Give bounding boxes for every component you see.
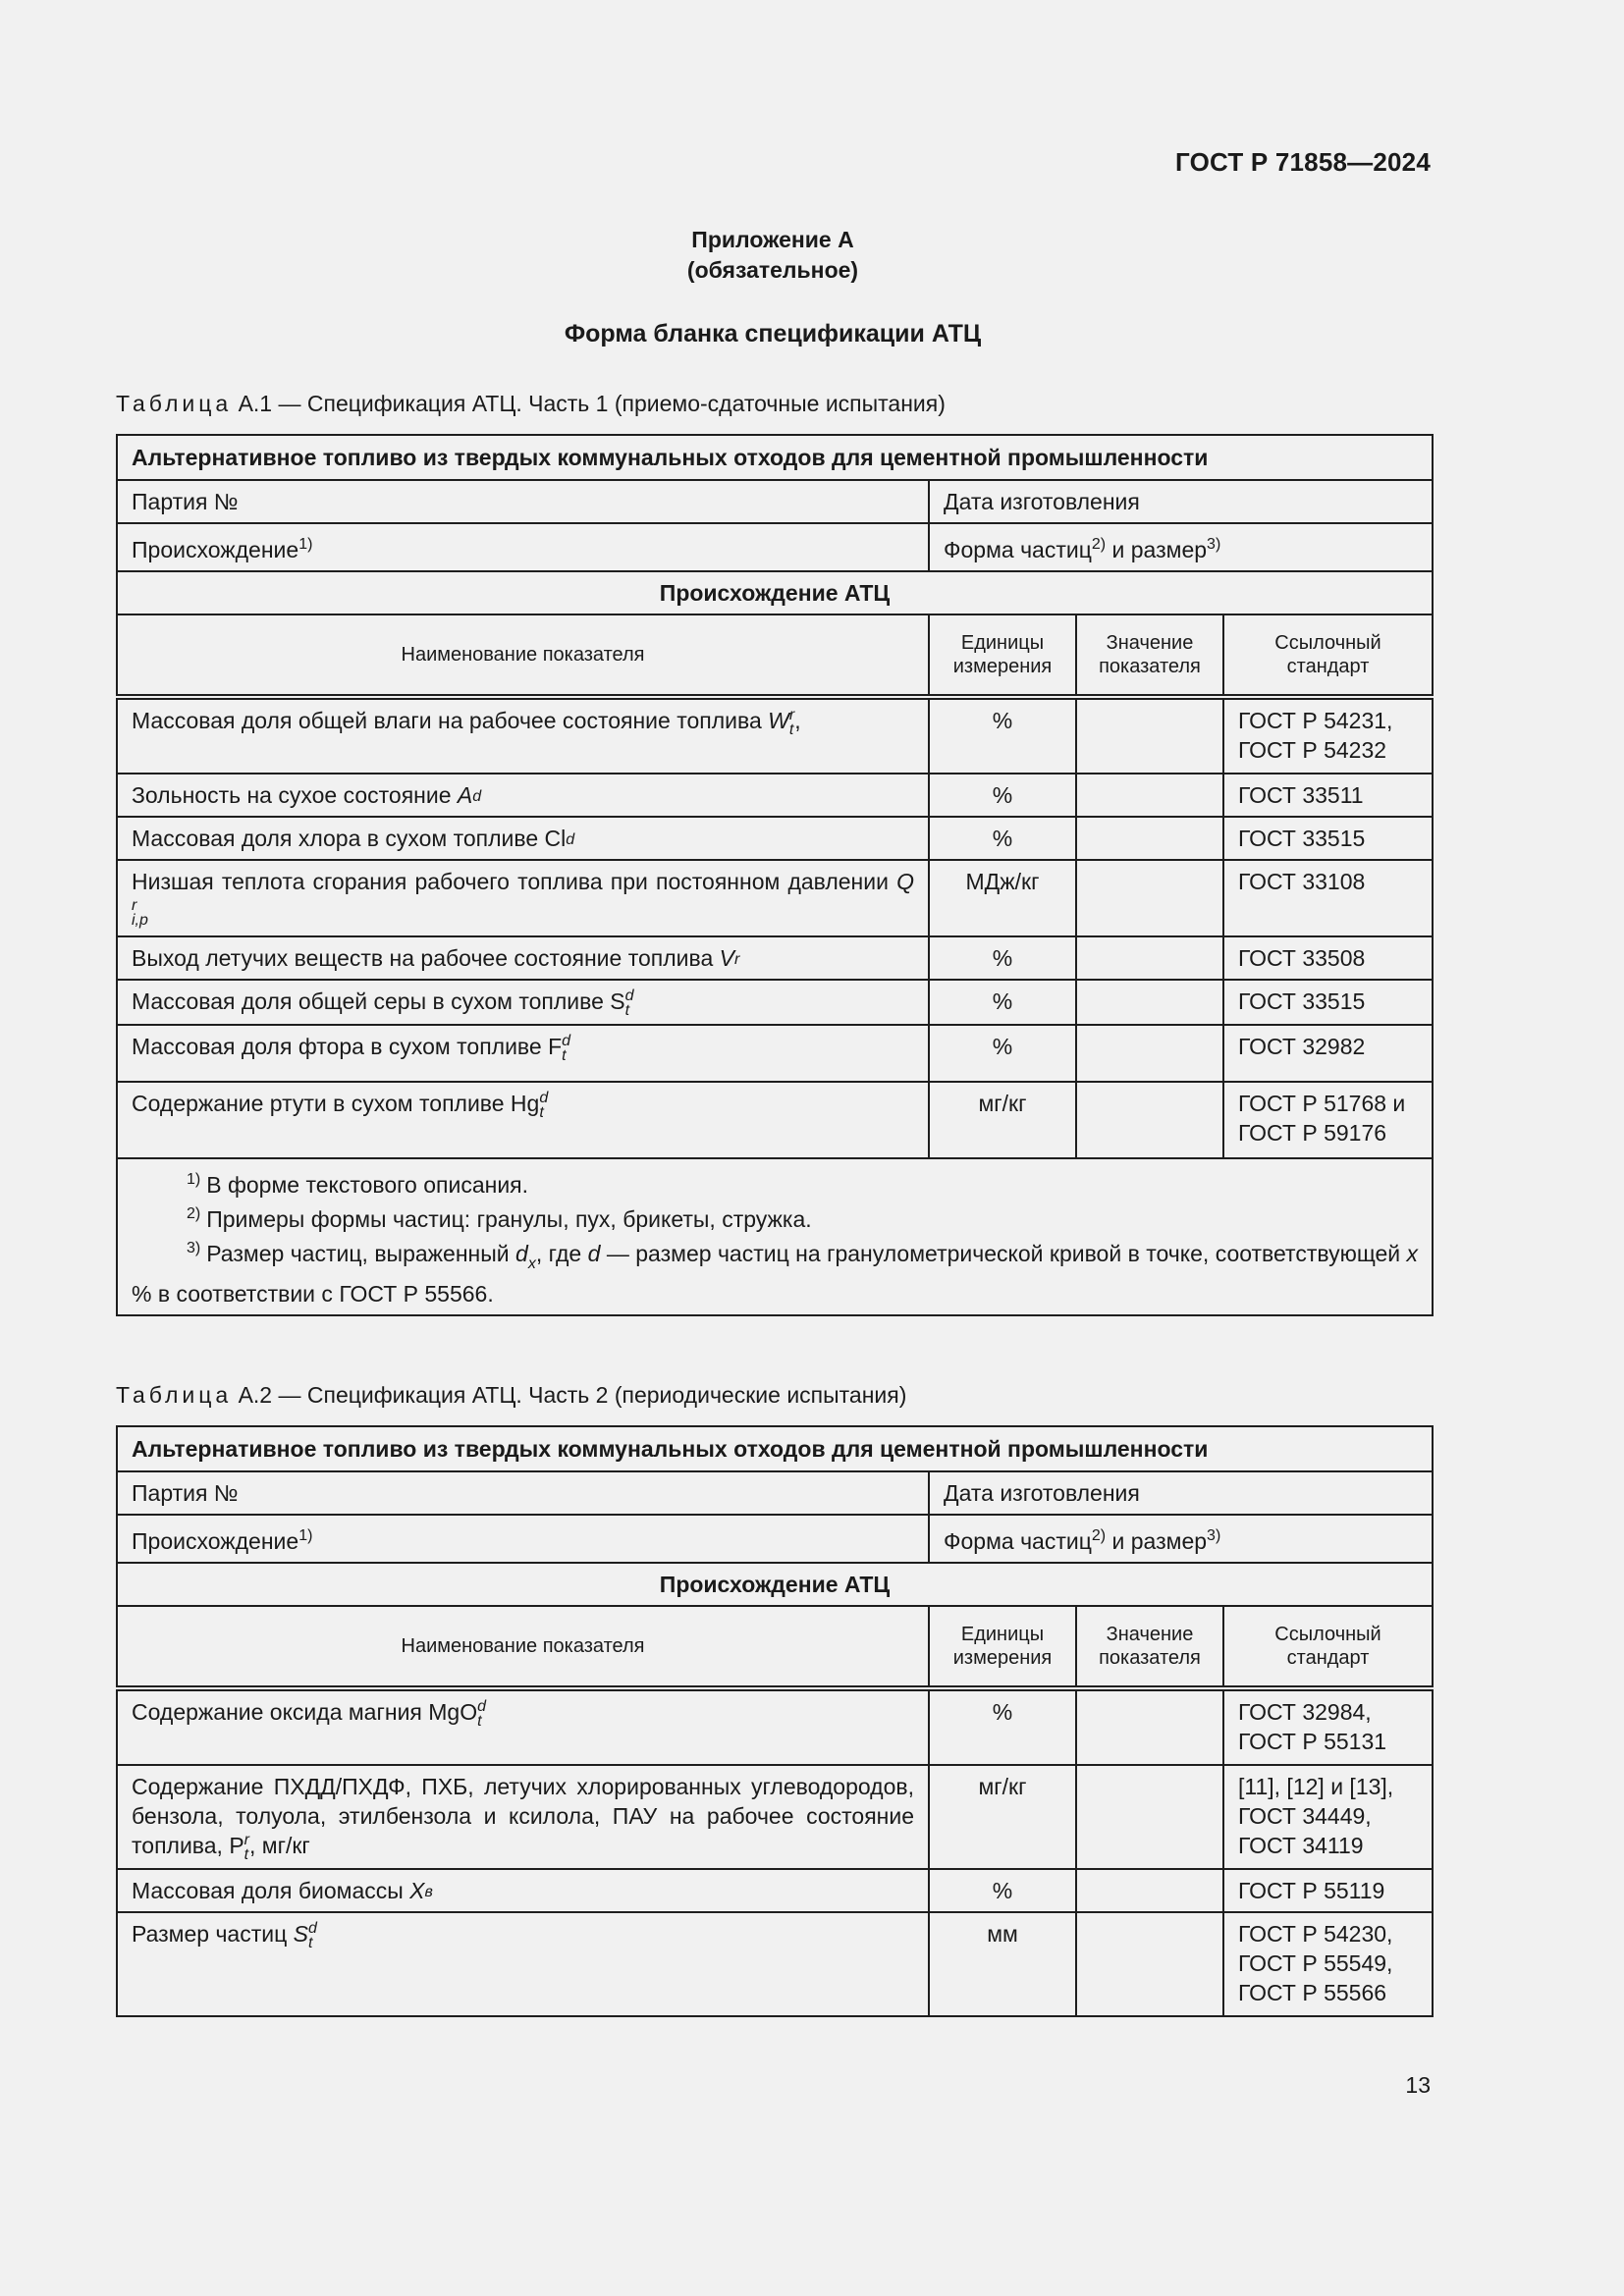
- unit-cell: мг/кг: [929, 1765, 1076, 1869]
- column-header-value: Значение показателя: [1076, 614, 1223, 697]
- unit-cell: %: [929, 1869, 1076, 1912]
- appendix-heading: [0, 225, 1545, 286]
- standard-cell: ГОСТ 33508: [1223, 936, 1433, 980]
- table-a1-section: Происхождение АТЦ: [117, 571, 1433, 614]
- standard-cell: ГОСТ 33511: [1223, 774, 1433, 817]
- indicator-name: Низшая теплота сгорания рабочего топлива при постоянном давлении Q r i,p: [117, 860, 929, 936]
- table-a2: [116, 1425, 1434, 2017]
- table-a1: [116, 434, 1434, 1316]
- unit-cell: мг/кг: [929, 1082, 1076, 1158]
- standard-cell: ГОСТ 32982: [1223, 1025, 1433, 1082]
- standard-cell: ГОСТ 33108: [1223, 860, 1433, 936]
- unit-cell: МДж/кг: [929, 860, 1076, 936]
- shape-size-cell: Форма частиц$^{2)}$ и размер$^{3)}$: [929, 523, 1433, 571]
- value-cell[interactable]: [1076, 1869, 1223, 1912]
- table-row: [117, 1688, 1433, 1765]
- unit-cell: %: [929, 697, 1076, 774]
- indicator-name: Содержание ртути в сухом топливе Hg d t: [117, 1082, 929, 1158]
- table-row: [117, 1082, 1433, 1158]
- standard-cell: ГОСТ Р 54231, ГОСТ Р 54232: [1223, 697, 1433, 774]
- indicator-name: Массовая доля хлора в сухом топливе Cl d: [117, 817, 929, 860]
- origin-cell: Происхождение$^{1)}$: [117, 523, 929, 571]
- batch-cell: Партия №: [117, 480, 929, 523]
- standard-cell: [11], [12] и [13], ГОСТ 34449, ГОСТ 34119: [1223, 1765, 1433, 1869]
- standard-cell: ГОСТ 33515: [1223, 980, 1433, 1025]
- indicator-name: Массовая доля общей влаги на рабочее состояние топлива W r t ,: [117, 697, 929, 774]
- footnote-2: $^{2)}$ Примеры формы частиц: гранулы, пух, брикеты, стружка.: [187, 1204, 812, 1232]
- value-cell[interactable]: [1076, 1688, 1223, 1765]
- column-header-standard: Ссылочный стандарт: [1223, 1606, 1433, 1688]
- table-row: [117, 980, 1433, 1025]
- value-cell[interactable]: [1076, 697, 1223, 774]
- indicator-name: Массовая доля биомассы X в: [117, 1869, 929, 1912]
- column-header-units: Единицы измерения: [929, 614, 1076, 697]
- value-cell[interactable]: [1076, 936, 1223, 980]
- unit-cell: %: [929, 1688, 1076, 1765]
- appendix-status: (обязательное): [686, 257, 859, 283]
- table-row: [117, 936, 1433, 980]
- table-row: [117, 817, 1433, 860]
- standard-cell: ГОСТ 32984, ГОСТ Р 55131: [1223, 1688, 1433, 1765]
- column-header-value: Значение показателя: [1076, 1606, 1223, 1688]
- indicator-name: Выход летучих веществ на рабочее состояние топлива V r: [117, 936, 929, 980]
- table-row: [117, 697, 1433, 774]
- footnote-1: $^{1)}$ В форме текстового описания.: [187, 1170, 529, 1198]
- value-cell[interactable]: [1076, 1765, 1223, 1869]
- unit-cell: %: [929, 936, 1076, 980]
- unit-cell: %: [929, 817, 1076, 860]
- table-a1-title: Альтернативное топливо из твердых коммунальных отходов для цементной промышленности: [117, 435, 1433, 480]
- standard-cell: ГОСТ 33515: [1223, 817, 1433, 860]
- value-cell[interactable]: [1076, 774, 1223, 817]
- footnote-3: $^{3)}$ Размер частиц, выраженный $d_x$, где d — размер частиц на гранулометрической кривой в точке, соответствующей x % в соответствии с ГОСТ Р 55566.: [132, 1239, 1419, 1307]
- date-cell: Дата изготовления: [929, 480, 1433, 523]
- column-header-name: Наименование показателя: [117, 614, 929, 697]
- table-a2-caption: Таблица А.2 — Спецификация АТЦ. Часть 2 (периодические испытания): [116, 1382, 907, 1408]
- table-a2-section: Происхождение АТЦ: [117, 1563, 1433, 1606]
- table-row: [117, 1025, 1433, 1082]
- unit-cell: %: [929, 980, 1076, 1025]
- indicator-name: Массовая доля фтора в сухом топливе F d t: [117, 1025, 929, 1082]
- batch-cell: Партия №: [117, 1471, 929, 1515]
- value-cell[interactable]: [1076, 1025, 1223, 1082]
- form-title: Форма бланка спецификации АТЦ: [564, 320, 982, 347]
- value-cell[interactable]: [1076, 1912, 1223, 2016]
- column-header-name: Наименование показателя: [117, 1606, 929, 1688]
- table-a2-title: Альтернативное топливо из твердых коммунальных отходов для цементной промышленности: [117, 1426, 1433, 1471]
- standard-cell: ГОСТ Р 51768 и ГОСТ Р 59176: [1223, 1082, 1433, 1158]
- table-row: [117, 860, 1433, 936]
- unit-cell: %: [929, 774, 1076, 817]
- table-a1-caption: Таблица А.1 — Спецификация АТЦ. Часть 1 (приемо-сдаточные испытания): [116, 391, 946, 416]
- value-cell[interactable]: [1076, 860, 1223, 936]
- standard-cell: ГОСТ Р 55119: [1223, 1869, 1433, 1912]
- table-row: [117, 1869, 1433, 1912]
- value-cell[interactable]: [1076, 980, 1223, 1025]
- indicator-name: Размер частиц S d t: [117, 1912, 929, 2016]
- table-row: [117, 774, 1433, 817]
- unit-cell: %: [929, 1025, 1076, 1082]
- document-id: ГОСТ Р 71858—2024: [1175, 147, 1431, 177]
- origin-cell: Происхождение$^{1)}$: [117, 1515, 929, 1563]
- indicator-name: Массовая доля общей серы в сухом топливе S d t: [117, 980, 929, 1025]
- unit-cell: мм: [929, 1912, 1076, 2016]
- value-cell[interactable]: [1076, 1082, 1223, 1158]
- standard-cell: ГОСТ Р 54230, ГОСТ Р 55549, ГОСТ Р 55566: [1223, 1912, 1433, 2016]
- indicator-name: Содержание оксида магния MgO d t: [117, 1688, 929, 1765]
- column-header-units: Единицы измерения: [929, 1606, 1076, 1688]
- column-header-standard: Ссылочный стандарт: [1223, 614, 1433, 697]
- table-row: [117, 1765, 1433, 1869]
- value-cell[interactable]: [1076, 817, 1223, 860]
- indicator-name: Зольность на сухое состояние A d: [117, 774, 929, 817]
- table-a1-notes: [117, 1158, 1433, 1315]
- page-number: 13: [1405, 2072, 1431, 2098]
- shape-size-cell: Форма частиц$^{2)}$ и размер$^{3)}$: [929, 1515, 1433, 1563]
- appendix-title: Приложение А: [691, 227, 854, 252]
- date-cell: Дата изготовления: [929, 1471, 1433, 1515]
- table-row: [117, 1912, 1433, 2016]
- indicator-name: Содержание ПХДД/ПХДФ, ПХБ, летучих хлорированных углеводородов, бензола, толуола, этилбензола и ксилола, ПАУ на рабочее состояние топлива, P r t , мг/кг: [117, 1765, 929, 1869]
